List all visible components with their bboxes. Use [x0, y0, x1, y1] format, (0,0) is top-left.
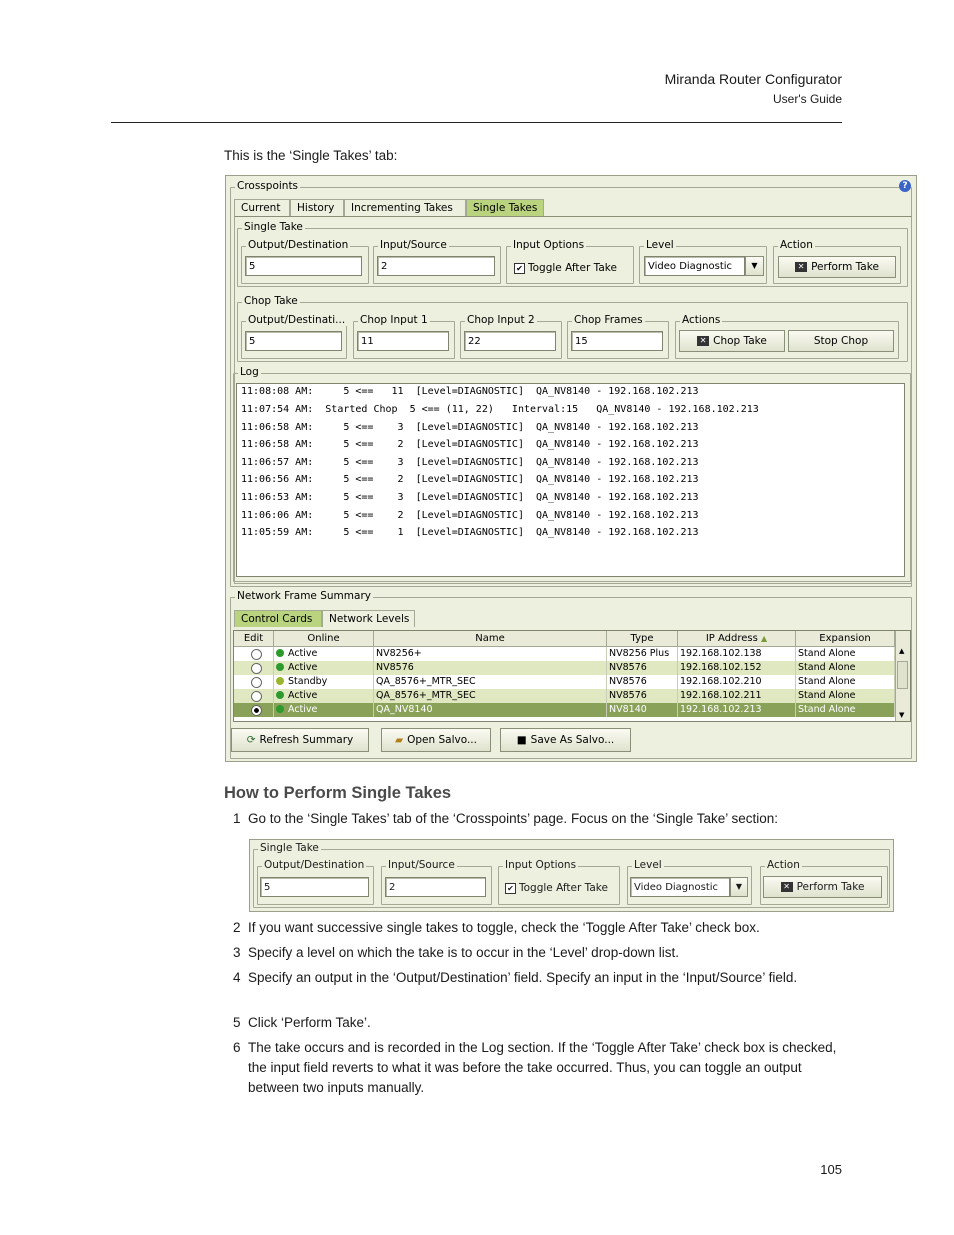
stop-chop-label: Stop Chop	[813, 335, 869, 347]
perform-take-button[interactable]	[763, 876, 882, 898]
name-cell: NV8576	[374, 661, 607, 675]
perform-take-label: Perform Take	[796, 881, 865, 893]
log-line: 11:06:58 AM: 5 <== 3 [Level=DIAGNOSTIC] QA_NV8140 - 192.168.102.213	[241, 422, 699, 433]
intro-text: This is the ‘Single Takes’ tab:	[224, 148, 398, 163]
online-status: Active	[288, 662, 318, 673]
ip-cell: 192.168.102.211	[678, 689, 796, 703]
table-row[interactable]	[234, 675, 895, 689]
log-label: Log	[240, 366, 259, 378]
single-takes-screenshot	[225, 175, 917, 762]
doc-title: Miranda Router Configurator	[664, 71, 842, 87]
chop-actions-label: Actions	[682, 314, 721, 326]
input-source-label: Input/Source	[388, 859, 455, 871]
step-2	[233, 918, 843, 938]
level-dropdown-arrow[interactable]	[745, 256, 764, 276]
radio-icon[interactable]	[251, 691, 262, 702]
output-destination-input[interactable]: 5	[245, 256, 362, 276]
action-label: Action	[767, 859, 800, 871]
edit-cell	[234, 661, 274, 675]
page-number: 105	[820, 1162, 842, 1177]
toggle-after-take-checkbox[interactable]	[505, 882, 608, 894]
refresh-summary-label: Refresh Summary	[259, 734, 354, 746]
single-take-section-screenshot	[249, 839, 894, 912]
status-dot-icon	[276, 691, 284, 699]
chevron-down-icon: ▼	[751, 261, 758, 270]
checkbox-check-icon: ✔	[514, 263, 525, 274]
toggle-after-take-checkbox[interactable]	[514, 262, 617, 274]
take-icon: ✕	[697, 336, 709, 346]
scroll-up-icon[interactable]: ▲	[899, 647, 905, 655]
online-cell	[274, 675, 374, 689]
ip-cell: 192.168.102.213	[678, 703, 796, 717]
input-source-input[interactable]: 2	[385, 877, 486, 897]
single-take-label: Single Take	[260, 842, 319, 854]
online-status: Standby	[288, 676, 328, 687]
ip-cell: 192.168.102.210	[678, 675, 796, 689]
tab-incrementing-takes[interactable]: Incrementing Takes	[344, 199, 466, 216]
table-row[interactable]	[234, 647, 895, 661]
header-rule	[111, 122, 842, 123]
step-number: 1	[233, 811, 241, 826]
ip-cell: 192.168.102.138	[678, 647, 796, 661]
step-6	[233, 1038, 843, 1098]
chop-frames-input[interactable]: 15	[571, 331, 663, 351]
checkbox-check-icon: ✔	[505, 883, 516, 894]
open-salvo-button[interactable]	[381, 728, 491, 752]
status-dot-icon	[276, 663, 284, 671]
save-as-salvo-button[interactable]	[500, 728, 631, 752]
level-label: Level	[634, 859, 662, 871]
edit-cell	[234, 647, 274, 661]
refresh-icon: ⟳	[246, 734, 256, 746]
output-destination-label: Output/Destination	[264, 859, 365, 871]
tab-control-cards[interactable]: Control Cards	[234, 610, 322, 627]
table-scrollbar[interactable]	[895, 631, 910, 721]
step-text: If you want successive single takes to toggle, check the ‘Toggle After Take’ check box.	[248, 920, 760, 935]
log-line: 11:06:56 AM: 5 <== 2 [Level=DIAGNOSTIC] QA_NV8140 - 192.168.102.213	[241, 474, 699, 485]
input-options-label: Input Options	[505, 859, 577, 871]
save-disk-icon: ■	[516, 734, 527, 746]
network-tabs	[234, 610, 534, 628]
save-as-salvo-label: Save As Salvo...	[530, 734, 615, 746]
section-heading: How to Perform Single Takes	[224, 784, 452, 802]
chop-take-label: Chop Take	[244, 295, 298, 307]
scroll-down-icon[interactable]: ▼	[899, 711, 905, 719]
scroll-thumb[interactable]	[897, 661, 908, 689]
step-3	[233, 943, 843, 963]
input-source-input[interactable]: 2	[377, 256, 495, 276]
name-cell: NV8256+	[374, 647, 607, 661]
tab-current[interactable]: Current	[234, 199, 290, 216]
doc-subtitle: User's Guide	[773, 92, 842, 106]
take-icon: ✕	[795, 262, 807, 272]
step-1	[233, 809, 843, 829]
step-number: 3	[233, 945, 241, 960]
stop-chop-button[interactable]	[788, 330, 894, 352]
input-source-label: Input/Source	[380, 239, 447, 251]
network-frame-summary-label: Network Frame Summary	[237, 590, 371, 602]
online-cell	[274, 647, 374, 661]
step-number: 2	[233, 920, 241, 935]
chop-input2-label: Chop Input 2	[467, 314, 535, 326]
log-line: 11:06:57 AM: 5 <== 3 [Level=DIAGNOSTIC] QA_NV8140 - 192.168.102.213	[241, 457, 699, 468]
toggle-after-take-label: Toggle After Take	[519, 882, 608, 894]
type-cell: NV8576	[607, 675, 678, 689]
step-5	[233, 1013, 843, 1033]
table-row[interactable]	[234, 689, 895, 703]
toggle-after-take-label: Toggle After Take	[528, 262, 617, 274]
input-options-label: Input Options	[513, 239, 585, 251]
ip-address-label: IP Address	[705, 633, 758, 644]
type-cell: NV8576	[607, 689, 678, 703]
chevron-down-icon: ▼	[735, 882, 743, 891]
table-row[interactable]	[234, 661, 895, 675]
name-cell: QA_NV8140	[374, 703, 607, 717]
step-text: Go to the ‘Single Takes’ tab of the ‘Crosspoints’ page. Focus on the ‘Single Take’ section:	[248, 811, 779, 826]
expansion-cell: Stand Alone	[796, 689, 895, 703]
chop-input1-label: Chop Input 1	[360, 314, 428, 326]
expansion-cell: Stand Alone	[796, 647, 895, 661]
output-destination-input[interactable]: 5	[260, 877, 369, 897]
step-number: 5	[233, 1015, 241, 1030]
radio-icon[interactable]	[251, 677, 262, 688]
chop-output-label: Output/Destinati...	[248, 314, 346, 326]
refresh-summary-button[interactable]	[231, 728, 369, 752]
perform-take-label: Perform Take	[811, 261, 879, 273]
tab-history[interactable]: History	[290, 199, 344, 216]
output-destination-label: Output/Destination	[248, 239, 349, 251]
column-header-type[interactable]: Type	[607, 631, 678, 647]
folder-open-icon: ▰	[395, 734, 404, 746]
name-cell: QA_8576+_MTR_SEC	[374, 675, 607, 689]
step-text: Click ‘Perform Take’.	[248, 1015, 371, 1030]
type-cell: NV8140	[607, 703, 678, 717]
step-text: Specify an output in the ‘Output/Destination’ field. Specify an input in the ‘Input/Source’ field.	[248, 970, 798, 985]
name-cell: QA_8576+_MTR_SEC	[374, 689, 607, 703]
level-label: Level	[646, 239, 674, 251]
expansion-cell: Stand Alone	[796, 661, 895, 675]
action-label: Action	[780, 239, 813, 251]
status-dot-icon	[276, 677, 284, 685]
online-status: Active	[288, 690, 318, 701]
log-line: 11:06:58 AM: 5 <== 2 [Level=DIAGNOSTIC] QA_NV8140 - 192.168.102.213	[241, 439, 699, 450]
column-header-online[interactable]: Online	[274, 631, 374, 647]
step-4	[233, 968, 843, 1008]
status-dot-icon	[276, 649, 284, 657]
chop-frames-label: Chop Frames	[574, 314, 643, 326]
column-header-ip-address[interactable]	[678, 631, 796, 647]
expansion-cell: Stand Alone	[796, 703, 895, 717]
log-line: 11:06:53 AM: 5 <== 3 [Level=DIAGNOSTIC] QA_NV8140 - 192.168.102.213	[241, 492, 699, 503]
level-select[interactable]: Video Diagnostic	[644, 256, 745, 276]
step-number: 6	[233, 1040, 241, 1055]
chop-take-button-label: Chop Take	[713, 335, 767, 347]
table-row[interactable]	[234, 703, 895, 717]
tab-single-takes[interactable]: Single Takes	[466, 199, 544, 216]
edit-cell	[234, 675, 274, 689]
step-number: 4	[233, 970, 241, 985]
chop-input1-input[interactable]: 11	[357, 331, 449, 351]
column-header-name[interactable]: Name	[374, 631, 607, 647]
take-icon: ✕	[781, 882, 793, 892]
online-cell	[274, 689, 374, 703]
log-line: 11:05:59 AM: 5 <== 1 [Level=DIAGNOSTIC] QA_NV8140 - 192.168.102.213	[241, 527, 699, 538]
radio-selected-icon[interactable]	[251, 705, 262, 716]
step-text: The take occurs and is recorded in the Log section. If the ‘Toggle After Take’ check box is checked, the input field reverts to what it was before the take occurred. Thus, you can toggle an output between two inputs manually.	[248, 1040, 837, 1095]
type-cell: NV8256 Plus	[607, 647, 678, 661]
type-cell: NV8576	[607, 661, 678, 675]
help-icon[interactable]: ?	[899, 180, 911, 192]
log-list[interactable]	[236, 383, 905, 577]
chop-take-button[interactable]	[679, 330, 785, 352]
column-header-expansion[interactable]: Expansion	[796, 631, 895, 647]
online-status: Active	[288, 704, 318, 715]
expansion-cell: Stand Alone	[796, 675, 895, 689]
perform-take-button[interactable]	[778, 256, 896, 278]
online-cell	[274, 661, 374, 675]
open-salvo-label: Open Salvo...	[407, 734, 477, 746]
level-dropdown-arrow[interactable]	[730, 877, 748, 897]
chop-output-input[interactable]: 5	[245, 331, 342, 351]
single-take-label: Single Take	[244, 221, 303, 233]
control-cards-table	[233, 630, 911, 722]
radio-icon[interactable]	[251, 663, 262, 674]
step-text: Specify a level on which the take is to occur in the ‘Level’ drop-down list.	[248, 945, 679, 960]
chop-input2-input[interactable]: 22	[464, 331, 556, 351]
radio-icon[interactable]	[251, 649, 262, 660]
edit-cell	[234, 689, 274, 703]
ip-cell: 192.168.102.152	[678, 661, 796, 675]
level-select[interactable]: Video Diagnostic	[630, 877, 730, 897]
log-line: 11:08:08 AM: 5 <== 11 [Level=DIAGNOSTIC] QA_NV8140 - 192.168.102.213	[241, 386, 699, 397]
log-line: 11:07:54 AM: Started Chop 5 <== (11, 22) Interval:15 QA_NV8140 - 192.168.102.213	[241, 404, 759, 415]
crosspoints-label: Crosspoints	[237, 180, 299, 192]
online-cell	[274, 703, 374, 717]
crosspoints-tabs	[234, 199, 906, 217]
edit-cell	[234, 703, 274, 717]
column-header-edit[interactable]: Edit	[234, 631, 274, 647]
log-line: 11:06:06 AM: 5 <== 2 [Level=DIAGNOSTIC] QA_NV8140 - 192.168.102.213	[241, 510, 699, 521]
tab-network-levels[interactable]: Network Levels	[322, 610, 415, 627]
sort-ascending-icon: ▲	[761, 634, 768, 643]
online-status: Active	[288, 648, 318, 659]
status-dot-icon	[276, 705, 284, 713]
